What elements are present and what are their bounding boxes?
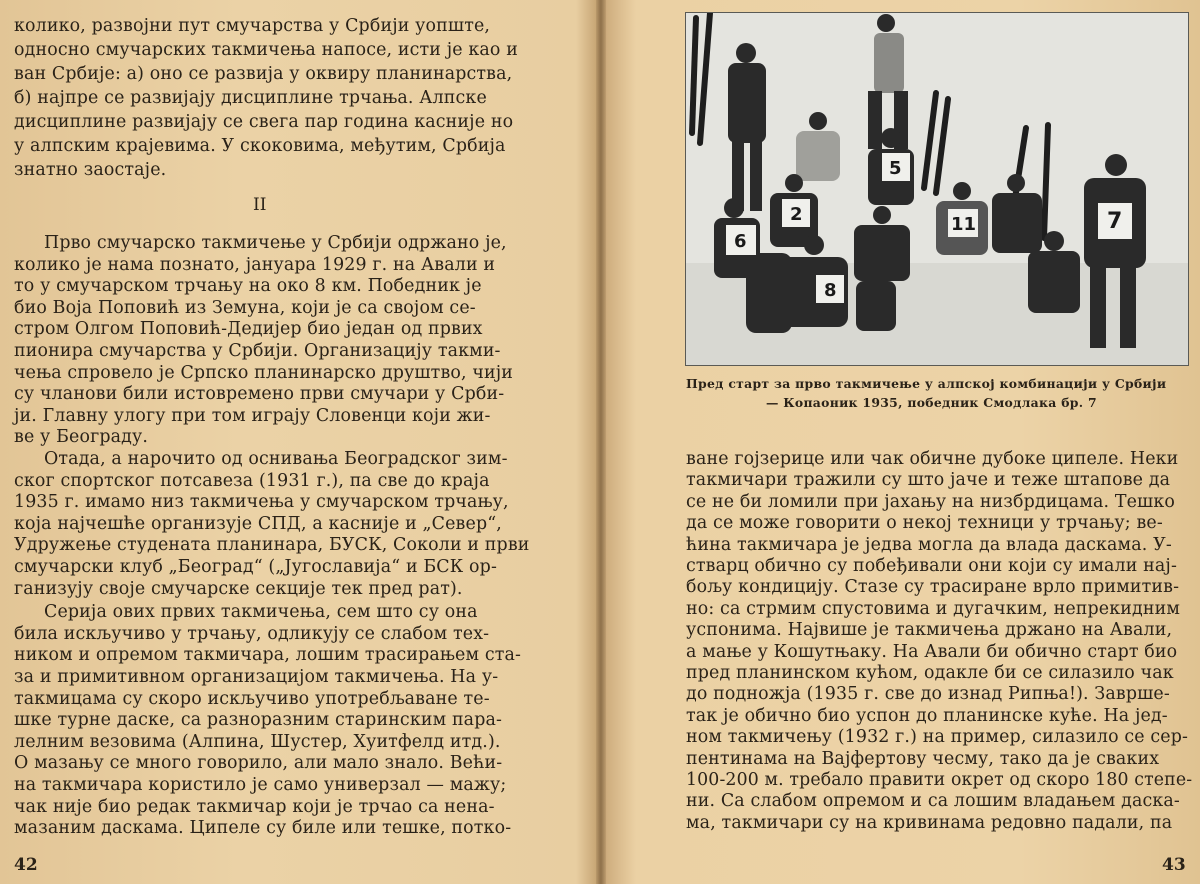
text-line: пионира смучарства у Србији. Организацију такми- <box>14 341 501 361</box>
text-line: так је обично био успон до планинске куће. На јед- <box>686 706 1168 726</box>
text-line: знатно заостаје. <box>14 160 167 180</box>
left-page <box>0 0 595 884</box>
bib-number: 7 <box>1107 209 1123 234</box>
text-line: ван Србије: а) оно се развија у оквиру планинарства, <box>14 64 513 84</box>
text-line: чења спровело је Српско планинарско друштво, чији <box>14 363 514 383</box>
text-line: да се може говорити о некој техници у трчању; ве- <box>686 513 1163 533</box>
text-line: то у смучарском трчању на око 8 км. Победник је <box>14 276 482 296</box>
text-line: а мање у Кошутњаку. На Авали би обично старт био <box>686 642 1178 662</box>
bib-number: 8 <box>824 280 837 301</box>
text-line: Удружење студената планинара, БУСК, Соколи и први <box>14 535 530 555</box>
bib-number: 2 <box>790 204 803 225</box>
text-line: О мазању се много говорило, али мало знало. Већи- <box>14 753 503 773</box>
text-line: ганизују своје смучарске секције тек пред рат). <box>14 579 463 599</box>
text-line: била искључиво у трчању, одликују се слабом тех- <box>14 624 490 644</box>
text-line: ни. Са слабом опремом и са лошим владањем даска- <box>686 791 1180 811</box>
text-line: пред планинском кућом, одакле би се силазило чак <box>686 663 1174 683</box>
text-line: бољу кондицију. Стазе су трасиране врло примитив- <box>686 577 1180 597</box>
text-line: до подножја (1935 г. све до изнад Рипња!). Заврше- <box>686 684 1170 704</box>
text-line: ване гојзерице или чак обичне дубоке ципеле. Неки <box>686 449 1179 469</box>
text-line: ве у Београду. <box>14 427 149 447</box>
page-number: 43 <box>1162 855 1186 875</box>
text-line: ником и опремом такмичара, лошим трасирањем ста- <box>14 645 522 665</box>
text-line: чак није био редак такмичар који је трчао са нена- <box>14 797 495 817</box>
text-line: лелним везовима (Алпина, Шустер, Хуитфелд итд.). <box>14 732 501 752</box>
text-line: ћина такмичара је једва могла да влада даскама. У- <box>686 535 1172 555</box>
text-line: но: са стрмим спустовима и дугачким, непрекидним <box>686 599 1181 619</box>
bib-number: 11 <box>951 214 977 235</box>
text-line: Отада, а нарочито од оснивања Београдског зим- <box>44 449 508 469</box>
text-line: Серија ових првих такмичења, сем што су она <box>44 602 478 622</box>
ski-race-photo <box>685 12 1189 366</box>
text-line: стварц обично су побеђивали они који су имали нај- <box>686 556 1177 576</box>
text-line: колико, развојни пут смучарства у Србији уопште, <box>14 16 491 36</box>
text-line: Прво смучарско такмичење у Србији одржано је, <box>44 233 507 253</box>
text-line: мазаним даскама. Ципеле су биле или тешке, потко- <box>14 818 512 838</box>
text-line: су чланови били истовремено први смучари у Срби- <box>14 384 505 404</box>
text-line: дисциплине развијају се свега пар година касније но <box>14 112 514 132</box>
text-line: такмицама су скоро искључиво употребљаване те- <box>14 689 490 709</box>
page-number: 42 <box>14 855 38 875</box>
text-line: успонима. Највише је такмичења држано на Авали, <box>686 620 1173 640</box>
photo-illustration <box>686 13 1188 365</box>
text-line: ма, такмичари су на кривинама редовно падали, па <box>686 813 1173 833</box>
text-line: 100-200 м. требало правити окрет од скоро 180 степе- <box>686 770 1193 790</box>
text-line: на такмичара користило је само универзал — мажу; <box>14 775 507 795</box>
photo-caption-line1: Пред старт за прво такмичење у алпској комбинацији у Србији <box>686 376 1167 391</box>
text-line: пентинама на Вајфертову чесму, тако да је сваких <box>686 749 1160 769</box>
text-line: смучарски клуб „Београд“ („Југославија“ и БСК ор- <box>14 557 497 577</box>
text-line: односно смучарских такмичења напосе, исти је као и <box>14 40 518 60</box>
text-line: која најчешће организује СПД, а касније и „Север“, <box>14 514 502 534</box>
text-line: 1935 г. имамо низ такмичења у смучарском трчању, <box>14 492 509 512</box>
text-line: такмичари тражили су што јаче и теже штапове да <box>686 470 1171 490</box>
text-line: колико је нама познато, јануара 1929 г. на Авали и <box>14 255 496 275</box>
text-line: се не би ломили при јахању на низбрдицама. Тешко <box>686 492 1176 512</box>
bib-number: 6 <box>734 231 747 252</box>
section-heading: II <box>253 195 267 215</box>
text-line: ског спортског потсавеза (1931 г.), па све до краја <box>14 471 490 491</box>
text-line: у алпским крајевима. У скоковима, међутим, Србија <box>14 136 506 156</box>
text-line: за и примитивном организацијом такмичења. На у- <box>14 667 499 687</box>
text-line: био Воја Поповић из Земуна, који је са својом се- <box>14 298 476 318</box>
bib-number: 5 <box>889 158 902 179</box>
text-line: б) најпре се развијају дисциплине трчања. Алпске <box>14 88 487 108</box>
text-line: ном такмичењу (1932 г.) на пример, силазило се сер- <box>686 727 1189 747</box>
photo-caption-line2: — Копаоник 1935, победник Смодлака бр. 7 <box>766 395 1097 410</box>
text-line: стром Олгом Поповић-Дедијер био један од првих <box>14 319 483 339</box>
text-line: шке турне даске, са разноразним старинским пара- <box>14 710 503 730</box>
text-line: ји. Главну улогу при том играју Словенци који жи- <box>14 406 491 426</box>
